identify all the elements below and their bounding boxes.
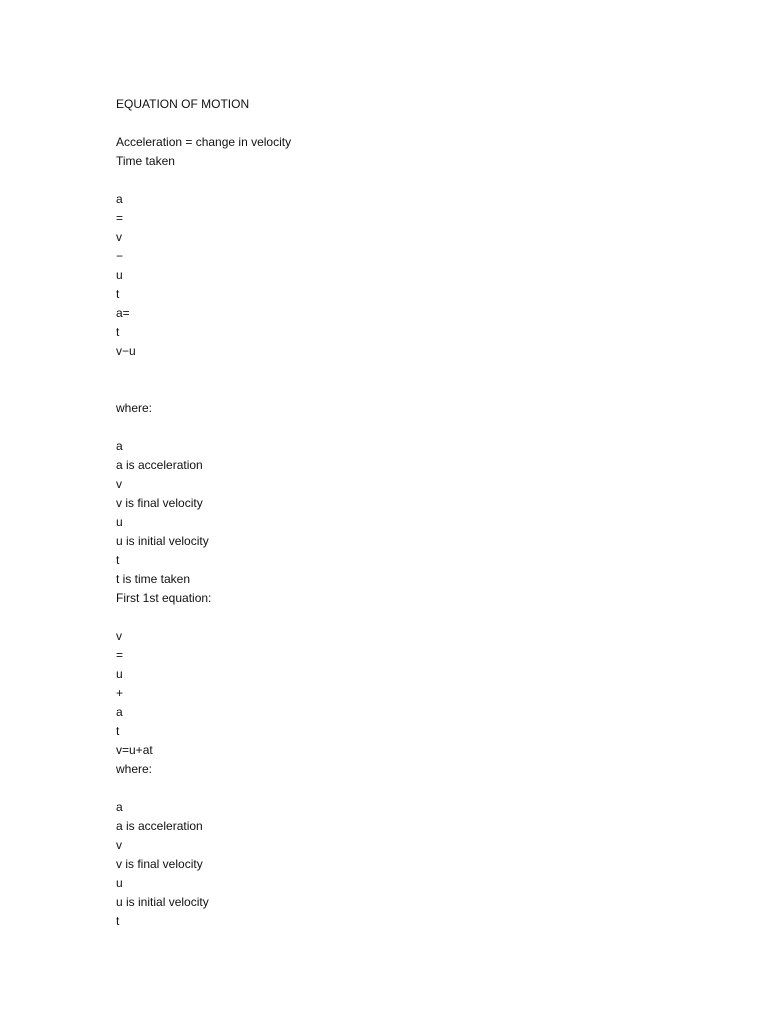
blank-line (116, 114, 676, 133)
text-line: u (116, 876, 123, 890)
text-line: where: (116, 762, 153, 776)
text-line: a (116, 800, 123, 814)
text-line: v−u (116, 344, 136, 358)
text-line: where: (116, 401, 153, 415)
text-line: t (116, 325, 120, 339)
text-line: a (116, 439, 123, 453)
text-line: u (116, 268, 123, 282)
text-line: + (116, 686, 124, 700)
blank-line (116, 361, 676, 380)
blank-line (116, 171, 676, 190)
text-line: t is time taken (116, 572, 191, 586)
text-line: v (116, 477, 122, 491)
text-line: u is initial velocity (116, 534, 209, 548)
text-line: Time taken (116, 154, 175, 168)
text-line: a (116, 192, 123, 206)
text-line: u (116, 667, 123, 681)
document-body (116, 95, 676, 931)
text-line: EQUATION OF MOTION (116, 97, 250, 111)
text-line: t (116, 287, 120, 301)
blank-line (116, 418, 676, 437)
blank-line (116, 380, 676, 399)
text-line: Acceleration = change in velocity (116, 135, 292, 149)
text-line: t (116, 553, 120, 567)
text-line: a is acceleration (116, 458, 203, 472)
text-line: t (116, 914, 120, 928)
blank-line (116, 608, 676, 627)
text-line: = (116, 211, 124, 225)
text-line: a is acceleration (116, 819, 203, 833)
text-line: v (116, 230, 122, 244)
text-line: t (116, 724, 120, 738)
text-line: v (116, 629, 122, 643)
text-line: v (116, 838, 122, 852)
blank-line (116, 779, 676, 798)
text-line: First 1st equation: (116, 591, 212, 605)
text-line: u is initial velocity (116, 895, 209, 909)
text-line: a (116, 705, 123, 719)
text-line: u (116, 515, 123, 529)
text-line: = (116, 648, 124, 662)
text-line: v=u+at (116, 743, 153, 757)
text-line: a= (116, 306, 130, 320)
text-line: v is final velocity (116, 857, 203, 871)
text-line: − (116, 249, 124, 263)
text-line: v is final velocity (116, 496, 203, 510)
